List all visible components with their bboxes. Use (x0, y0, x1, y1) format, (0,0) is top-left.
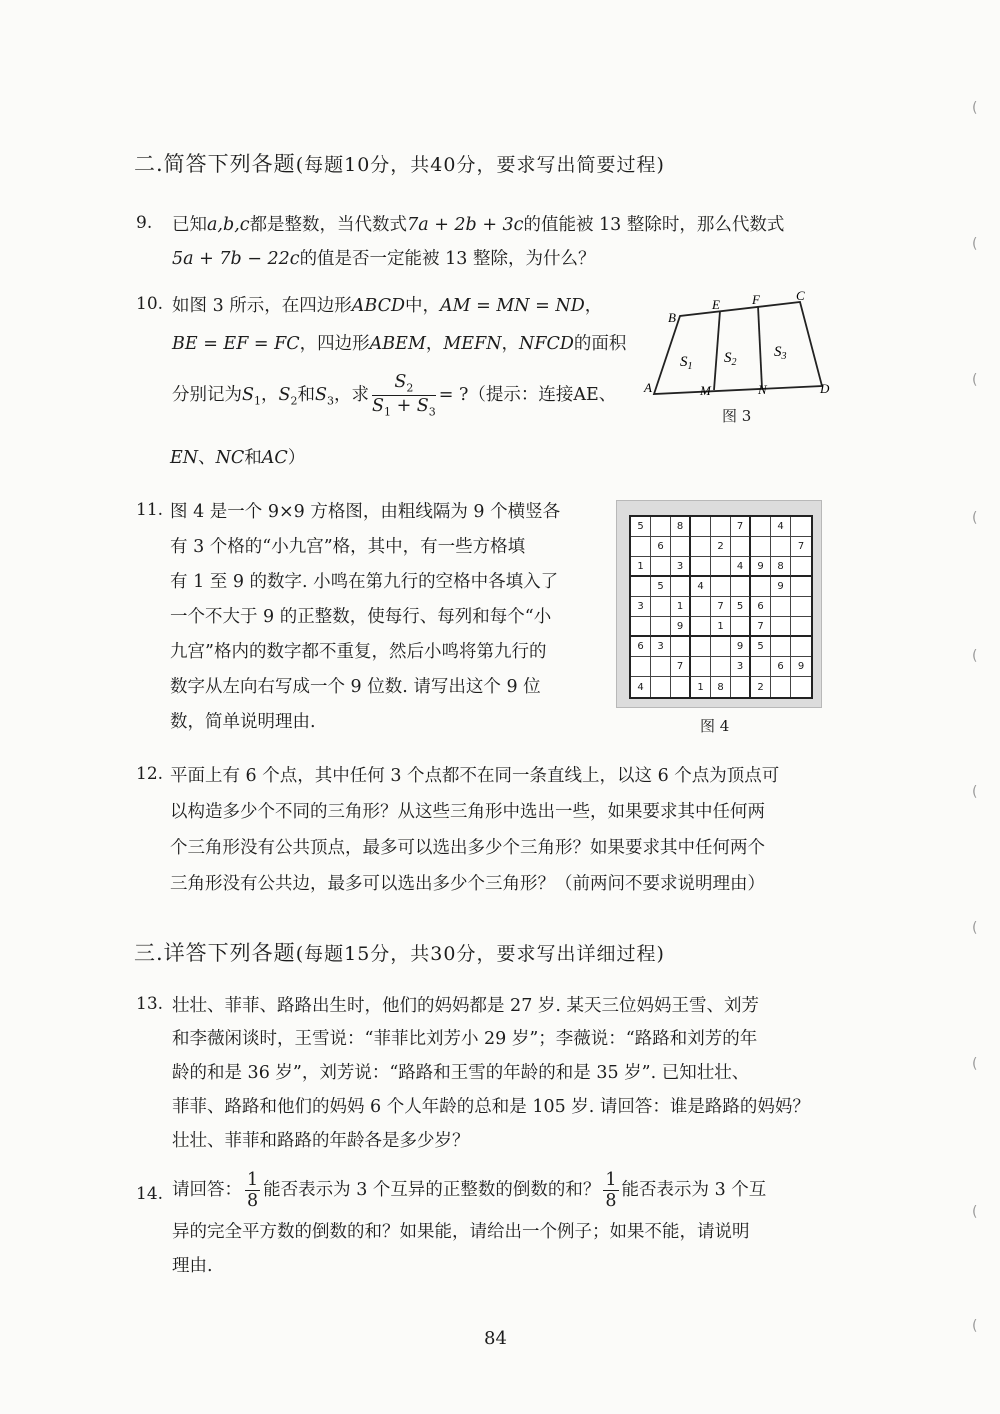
math-expr: NFCD (519, 334, 574, 354)
region-letter: S (774, 344, 782, 360)
question-number: 14. (136, 1184, 164, 1204)
math-expr: + S (391, 396, 429, 417)
margin-mark: ( (972, 372, 978, 388)
text: 已知 (172, 215, 207, 235)
sudoku-cell (691, 617, 711, 637)
question-line: 有 3 个格的“小九宫”格，其中，有一些方格填 (170, 537, 526, 557)
question-line (172, 211, 784, 236)
sudoku-cell: 8 (771, 557, 791, 577)
question-line (170, 444, 305, 469)
figure-4-frame (616, 500, 822, 708)
sudoku-cell: 4 (771, 517, 791, 537)
subscript: 3 (428, 405, 436, 419)
text: 分别记为 (172, 385, 242, 406)
question-line: 数，简单说明理由. (170, 712, 316, 732)
text: 如图 3 所示，在四边形 (172, 296, 352, 316)
sudoku-cell: 9 (671, 617, 691, 637)
math-expr: a,b,c (207, 215, 250, 235)
question-line: 以构造多少个不同的三角形？从这些三角形中选出一些，如果要求其中任何两 (170, 802, 765, 822)
sudoku-cell (711, 637, 731, 657)
sudoku-cell: 3 (671, 557, 691, 577)
question-line (172, 330, 626, 355)
numerator: 1 (605, 1170, 617, 1190)
sudoku-cell: 2 (711, 537, 731, 557)
sudoku-cell (691, 557, 711, 577)
margin-mark: ( (972, 236, 978, 252)
segment-fn (758, 306, 762, 388)
math-expr: S (278, 385, 291, 406)
question-line (172, 292, 602, 317)
text: ，求 (334, 385, 369, 406)
text: 的值能被 13 整除时，那么代数式 (523, 215, 785, 235)
sudoku-cell (731, 577, 751, 597)
sudoku-cell (771, 597, 791, 617)
question-line: 壮壮、菲菲和路路的年龄各是多少岁？ (172, 1131, 470, 1151)
question-line: 三角形没有公共边，最多可以选出多少个三角形？（前两问不要求说明理由） (170, 874, 765, 894)
math-expr: 5a + 7b − 22c (172, 249, 300, 269)
region-index: 2 (731, 357, 737, 368)
math-expr: S (394, 372, 407, 392)
math-expr: EN (170, 448, 199, 468)
segment-em (714, 311, 720, 390)
sudoku-cell: 4 (731, 557, 751, 577)
sudoku-cell: 5 (751, 637, 771, 657)
sudoku-cell (631, 617, 651, 637)
region-label-s3 (774, 344, 787, 362)
sudoku-cell (791, 617, 811, 637)
sudoku-cell: 6 (771, 657, 791, 677)
question-line: 有 1 至 9 的数字. 小鸣在第九行的空格中各填入了 (170, 572, 559, 592)
fraction (372, 372, 436, 419)
text: 、 (198, 448, 216, 468)
question-line: 九宫”格内的数字都不重复，然后小鸣将第九行的 (170, 642, 547, 662)
sudoku-cell (651, 597, 671, 617)
figure-3-caption: 图 3 (722, 407, 752, 425)
sudoku-cell: 1 (631, 557, 651, 577)
vertex-label: A (644, 380, 652, 395)
vertex-label: M (700, 383, 711, 396)
vertex-label: C (796, 288, 805, 303)
sudoku-cell (691, 657, 711, 677)
sudoku-grid (629, 515, 813, 699)
question-number: 11. (136, 500, 164, 520)
numerator: 1 (247, 1170, 259, 1190)
region-index: 3 (781, 351, 787, 362)
sudoku-cell: 8 (671, 517, 691, 537)
sudoku-cell: 1 (671, 597, 691, 617)
sudoku-cell: 6 (631, 637, 651, 657)
math-expr: BE = EF = FC (172, 334, 300, 354)
vertex-label: F (752, 292, 760, 307)
text: 和 (244, 448, 262, 468)
sudoku-cell: 8 (711, 677, 731, 697)
quadrilateral-abcd (654, 302, 822, 394)
subscript: 2 (290, 394, 298, 408)
text: 的值是否一定能被 13 整除，为什么？ (299, 249, 596, 269)
question-line: 理由. (172, 1256, 213, 1276)
section3-note: (每题15分，共30分，要求写出详细过程) (295, 943, 665, 965)
section2-note: (每题10分，共40分，要求写出简要过程) (295, 154, 665, 176)
sudoku-cell (771, 677, 791, 697)
vertex-label: N (758, 382, 767, 396)
question-line: 图 4 是一个 9×9 方格图，由粗线隔为 9 个横竖各 (170, 502, 561, 522)
page-number: 84 (484, 1328, 507, 1349)
math-expr: AM = MN = ND (440, 296, 585, 316)
sudoku-cell (651, 557, 671, 577)
margin-mark: ( (972, 1056, 978, 1072)
sudoku-cell (651, 517, 671, 537)
sudoku-cell (691, 517, 711, 537)
margin-mark: ( (972, 100, 978, 116)
sudoku-cell (631, 577, 651, 597)
question-line (172, 372, 616, 419)
sudoku-cell: 1 (711, 617, 731, 637)
text: 能否表示为 3 个互异的正整数的倒数的和？ (263, 1180, 601, 1201)
vertex-label: B (668, 310, 676, 325)
fraction (603, 1170, 618, 1211)
text: ） (287, 448, 306, 468)
region-index: 1 (687, 361, 693, 372)
question-number: 9. (136, 213, 153, 233)
margin-mark: ( (972, 510, 978, 526)
sudoku-cell: 6 (651, 537, 671, 557)
sudoku-cell: 6 (751, 597, 771, 617)
sudoku-cell (691, 637, 711, 657)
question-line: 平面上有 6 个点，其中任何 3 个点都不在同一条直线上，以这 6 个点为顶点可 (170, 766, 780, 786)
sudoku-cell: 5 (731, 597, 751, 617)
sudoku-cell: 5 (651, 577, 671, 597)
sudoku-cell (771, 637, 791, 657)
text: ， (501, 334, 520, 354)
sudoku-cell: 7 (711, 597, 731, 617)
text: ， (425, 334, 444, 354)
sudoku-cell: 1 (691, 677, 711, 697)
sudoku-cell: 4 (631, 677, 651, 697)
math-expr: ABCD (351, 296, 406, 316)
sudoku-cell: 3 (631, 597, 651, 617)
text: 中， (405, 296, 441, 316)
vertex-label: D (820, 381, 830, 396)
question-line (172, 245, 595, 270)
sudoku-cell: 3 (731, 657, 751, 677)
sudoku-cell (791, 677, 811, 697)
sudoku-cell (711, 557, 731, 577)
sudoku-cell (791, 577, 811, 597)
sudoku-cell (731, 537, 751, 557)
sudoku-cell: 9 (731, 637, 751, 657)
question-number: 10. (136, 294, 164, 314)
sudoku-cell: 5 (631, 517, 651, 537)
margin-mark: ( (972, 784, 978, 800)
sudoku-cell: 9 (771, 577, 791, 597)
sudoku-cell (651, 617, 671, 637)
math-expr: NC (215, 448, 245, 468)
subscript: 1 (384, 405, 391, 419)
subscript: 3 (327, 394, 334, 408)
math-expr: S (372, 396, 384, 417)
sudoku-cell (791, 517, 811, 537)
sudoku-cell (651, 657, 671, 677)
denominator: 8 (247, 1191, 259, 1212)
section3-title: 三.详答下列各题 (134, 941, 296, 965)
text: 请回答： (172, 1180, 242, 1201)
question-line: 一个不大于 9 的正整数，使每行、每列和每个“小 (170, 607, 552, 627)
section2-heading (134, 148, 665, 178)
sudoku-cell (691, 537, 711, 557)
sudoku-cell (731, 677, 751, 697)
figure-3-trapezoid (640, 286, 840, 396)
sudoku-cell (751, 517, 771, 537)
sudoku-cell (751, 537, 771, 557)
sudoku-cell (791, 637, 811, 657)
sudoku-cell (731, 617, 751, 637)
section3-heading (134, 937, 665, 967)
math-expr: AC (261, 448, 288, 468)
sudoku-cell (771, 617, 791, 637)
region-letter: S (680, 354, 688, 370)
question-line (172, 1170, 766, 1211)
sudoku-cell (751, 657, 771, 677)
text: ，四边形 (299, 334, 370, 354)
sudoku-cell (751, 577, 771, 597)
question-line: 和李薇闲谈时，王雪说：“菲菲比刘芳小 29 岁”；李薇说：“路路和刘芳的年 (172, 1029, 758, 1049)
region-label-s1 (680, 354, 693, 372)
margin-mark: ( (972, 1318, 978, 1334)
text: = ?（提示：连接AE、 (438, 385, 617, 406)
region-letter: S (724, 350, 732, 366)
figure-4-caption: 图 4 (700, 717, 730, 735)
region-label-s2 (724, 350, 737, 368)
text: ， (584, 296, 603, 316)
question-number: 13. (136, 994, 164, 1014)
question-line: 个三角形没有公共顶点，最多可以选出多少个三角形？如果要求其中任何两个 (170, 838, 765, 858)
sudoku-cell (631, 657, 651, 677)
math-expr: S (242, 385, 254, 406)
sudoku-cell: 7 (671, 657, 691, 677)
sudoku-cell (771, 537, 791, 557)
sudoku-cell (671, 637, 691, 657)
text: 能否表示为 3 个互 (621, 1180, 767, 1201)
subscript: 2 (406, 381, 414, 395)
sudoku-cell (631, 537, 651, 557)
sudoku-cell: 7 (791, 537, 811, 557)
question-line: 菲菲、路路和他们的妈妈 6 个人年龄的总和是 105 岁. 请回答：谁是路路的妈妈？ (172, 1097, 810, 1117)
margin-mark: ( (972, 648, 978, 664)
text: 都是整数，当代数式 (249, 215, 408, 235)
math-expr: ABEM (369, 334, 426, 354)
margin-mark: ( (972, 1204, 978, 1220)
sudoku-cell: 7 (731, 517, 751, 537)
text: 和 (297, 385, 315, 406)
denominator: 8 (605, 1191, 617, 1212)
question-line: 数字从左向右写成一个 9 位数. 请写出这个 9 位 (170, 677, 541, 697)
math-expr: MEFN (443, 334, 502, 354)
sudoku-cell (791, 557, 811, 577)
section2-title: 二.简答下列各题 (134, 152, 296, 176)
subscript: 1 (254, 394, 261, 408)
sudoku-cell (671, 677, 691, 697)
sudoku-cell: 4 (691, 577, 711, 597)
sudoku-cell: 9 (791, 657, 811, 677)
math-expr: 7a + 2b + 3c (407, 215, 524, 235)
sudoku-cell: 7 (751, 617, 771, 637)
vertex-label: E (712, 297, 720, 312)
sudoku-cell: 3 (651, 637, 671, 657)
question-line: 龄的和是 36 岁”，刘芳说：“路路和王雪的年龄的和是 35 岁”. 已知壮壮、 (172, 1063, 750, 1083)
text: 的面积 (573, 334, 627, 354)
sudoku-cell (671, 577, 691, 597)
question-number: 12. (136, 764, 164, 784)
sudoku-cell (711, 517, 731, 537)
sudoku-cell: 2 (751, 677, 771, 697)
margin-mark: ( (972, 920, 978, 936)
question-line: 壮壮、菲菲、路路出生时，他们的妈妈都是 27 岁. 某天三位妈妈王雪、刘芳 (172, 996, 760, 1016)
question-line: 异的完全平方数的倒数的和？如果能，请给出一个例子；如果不能，请说明 (172, 1222, 750, 1242)
sudoku-cell (651, 677, 671, 697)
sudoku-cell: 9 (751, 557, 771, 577)
text: ， (261, 385, 279, 406)
sudoku-cell (711, 577, 731, 597)
math-expr: S (315, 385, 327, 406)
sudoku-cell (711, 657, 731, 677)
sudoku-cell (791, 597, 811, 617)
sudoku-cell (691, 597, 711, 617)
sudoku-cell (671, 537, 691, 557)
fraction (245, 1170, 260, 1211)
